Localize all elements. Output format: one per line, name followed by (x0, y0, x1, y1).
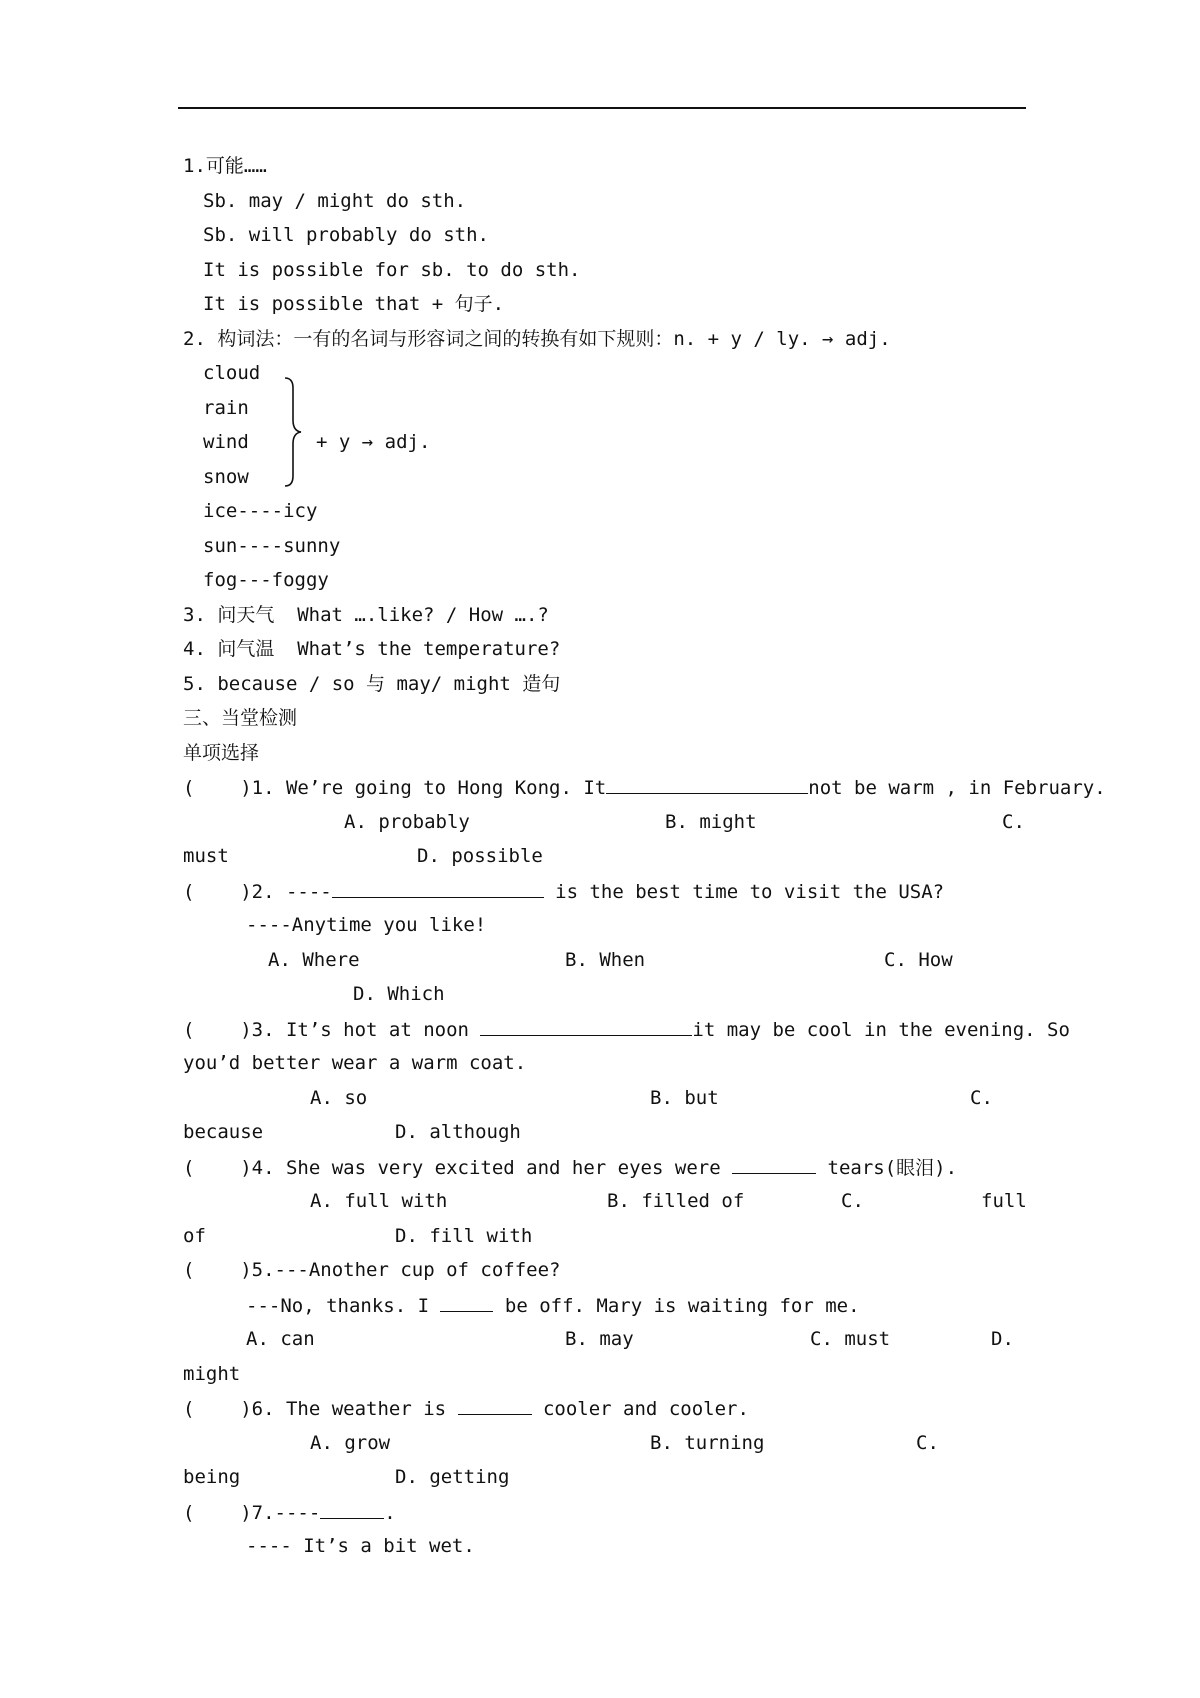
section3-line: 3. 问天气 What ….like? / How ….? (183, 604, 549, 626)
option-d: D. possible (417, 845, 543, 867)
question-text: ( )2. ---- (183, 881, 332, 903)
question-3 (183, 1017, 1070, 1042)
word-pair: sun----sunny (203, 535, 341, 557)
answer-blank (606, 775, 808, 794)
option-b: B. may (565, 1328, 634, 1350)
option-d: D. although (395, 1121, 521, 1143)
option-c: C. (841, 1190, 864, 1212)
word-item: snow (203, 466, 249, 488)
question-text: ( )4. She was very excited and her eyes were (183, 1157, 733, 1179)
question-7 (183, 1500, 396, 1525)
question-text: you’d better wear a warm coat. (183, 1052, 527, 1074)
answer-blank (480, 1017, 692, 1036)
part-title: 三、当堂检测 (183, 707, 298, 729)
question-reply: ----Anytime you like! (246, 914, 487, 936)
section5-line: 5. because / so 与 may/ might 造句 (183, 673, 561, 695)
option-a: A. so (310, 1087, 368, 1109)
question-6 (183, 1396, 749, 1421)
answer-blank (332, 879, 544, 898)
option-c-text: being (183, 1466, 241, 1488)
answer-blank (440, 1293, 493, 1312)
option-c: C. (1002, 811, 1025, 833)
option-d: D. (991, 1328, 1014, 1350)
option-c: C. (916, 1432, 939, 1454)
option-a: A. Where (268, 949, 360, 971)
section2-heading: 2. 构词法：一有的名词与形容词之间的转换有如下规则：n. + y / ly. → adj. (183, 328, 891, 350)
mc-title: 单项选择 (183, 742, 260, 764)
word-pair: ice----icy (203, 500, 318, 522)
word-pair: fog---foggy (203, 569, 329, 591)
option-a: A. can (246, 1328, 315, 1350)
option-c-text: of (183, 1225, 206, 1247)
option-c: C. (970, 1087, 993, 1109)
question-text: ( )6. The weather is (183, 1398, 458, 1420)
option-b: B. When (565, 949, 646, 971)
option-c-text: because (183, 1121, 264, 1143)
option-b: B. might (665, 811, 757, 833)
word-item: rain (203, 397, 249, 419)
question-reply (246, 1293, 860, 1318)
word-item: cloud (203, 362, 261, 384)
question-text: be off. Mary is waiting for me. (493, 1295, 860, 1317)
option-b: B. filled of (607, 1190, 745, 1212)
header-rule (178, 107, 1026, 109)
question-text: not be warm , in February. (808, 777, 1106, 799)
question-4 (183, 1155, 957, 1180)
section1-heading: 1.可能…… (183, 155, 267, 177)
option-d: D. fill with (395, 1225, 533, 1247)
section1-line: Sb. will probably do sth. (203, 224, 489, 246)
word-rule: + y → adj. (316, 431, 431, 453)
word-item: wind (203, 431, 249, 453)
question-text: tears(眼泪). (816, 1157, 958, 1179)
question-text: ( )7.---- (183, 1502, 321, 1524)
option-c-text: must (183, 845, 229, 867)
option-a: A. grow (310, 1432, 391, 1454)
question-text: . (384, 1502, 396, 1524)
question-text: ---No, thanks. I (246, 1295, 441, 1317)
option-a: A. probably (344, 811, 470, 833)
option-d: D. Which (353, 983, 445, 1005)
question-reply: ---- It’s a bit wet. (246, 1535, 475, 1557)
question-text: ( )3. It’s hot at noon (183, 1019, 481, 1041)
option-a: A. full with (310, 1190, 448, 1212)
section1-line: It is possible for sb. to do sth. (203, 259, 581, 281)
option-b: B. turning (650, 1432, 765, 1454)
section1-line: It is possible that + 句子. (203, 293, 505, 315)
question-text: cooler and cooler. (531, 1398, 749, 1420)
option-c-text: full (981, 1190, 1027, 1212)
answer-blank (732, 1155, 816, 1174)
question-text: ( )1. We’re going to Hong Kong. It (183, 777, 607, 799)
option-c: C. How (884, 949, 953, 971)
question-text: it may be cool in the evening. So (692, 1019, 1070, 1041)
question-text: is the best time to visit the USA? (543, 881, 945, 903)
option-c: C. must (810, 1328, 891, 1350)
answer-blank (320, 1500, 384, 1519)
answer-blank (458, 1396, 532, 1415)
section4-line: 4. 问气温 What’s the temperature? (183, 638, 561, 660)
question-2 (183, 879, 944, 904)
option-d-text: might (183, 1363, 241, 1385)
option-b: B. but (650, 1087, 719, 1109)
section1-line: Sb. may / might do sth. (203, 190, 467, 212)
option-d: D. getting (395, 1466, 510, 1488)
right-brace-icon (283, 376, 305, 488)
question-5: ( )5.---Another cup of coffee? (183, 1259, 561, 1281)
question-1 (183, 775, 1106, 800)
